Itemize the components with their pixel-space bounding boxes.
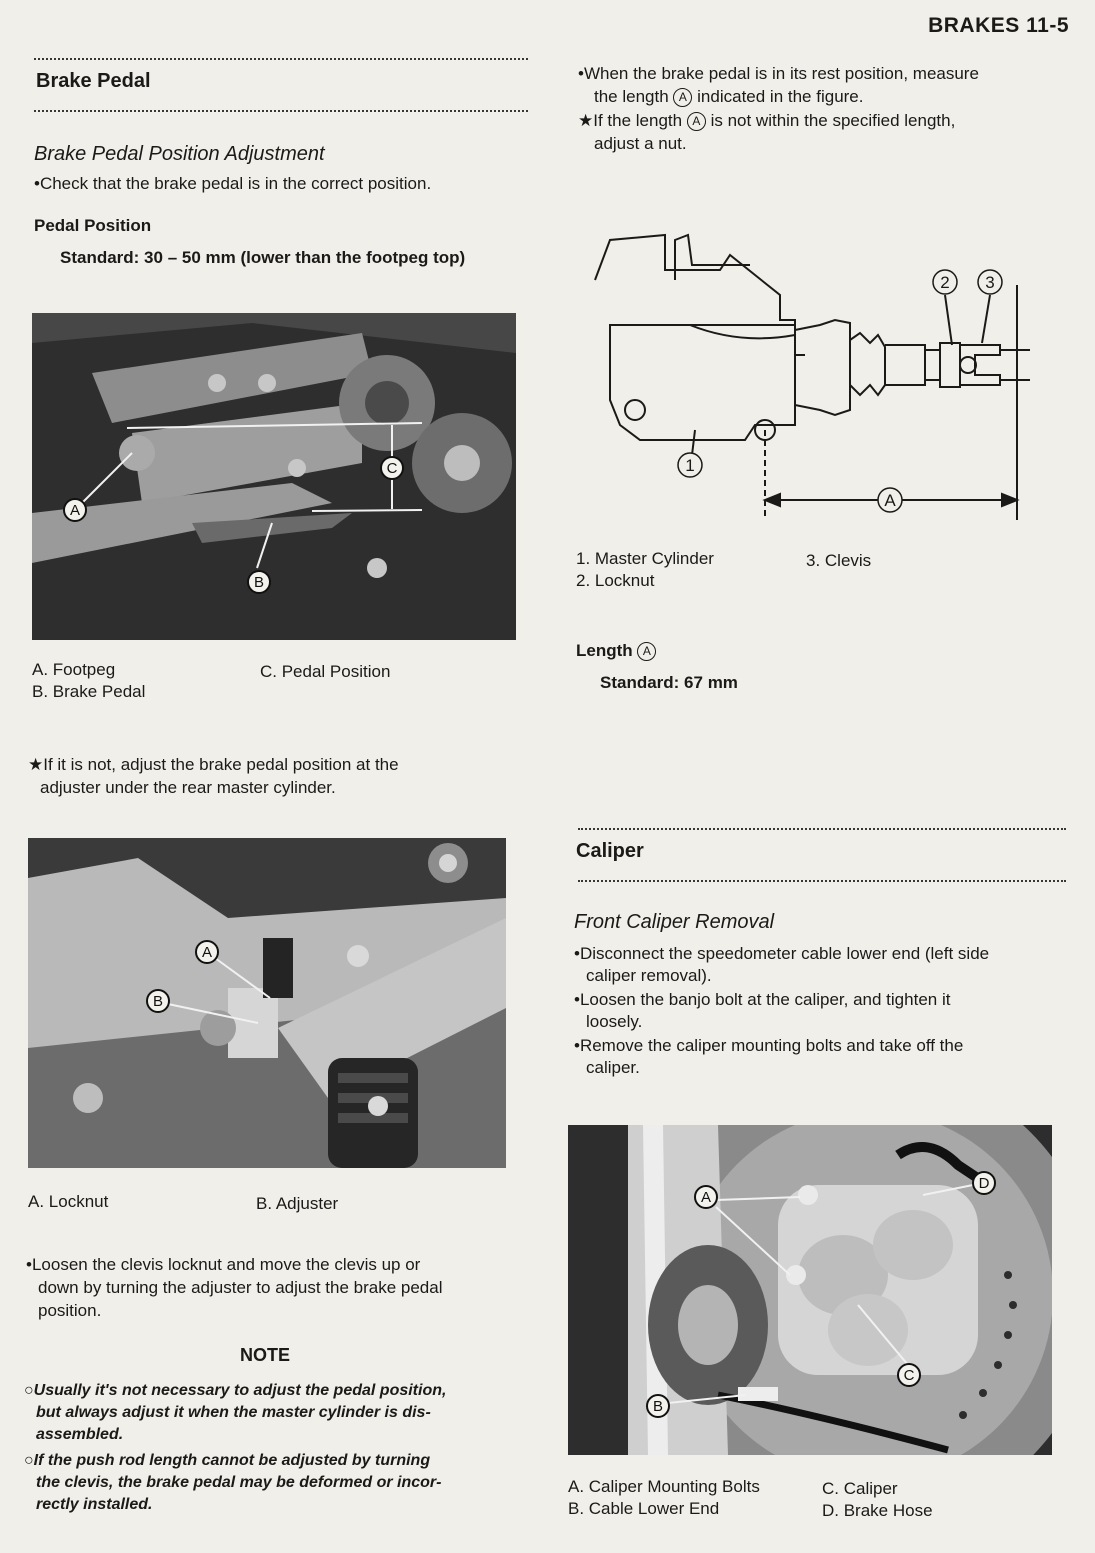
- rest-position-text-b: indicated in the figure.: [697, 87, 864, 106]
- note-1-line2: but always adjust it when the master cylinder is dis-: [36, 1404, 431, 1421]
- locknut-adjuster-photo-graphic: [28, 838, 506, 1168]
- divider: [34, 58, 528, 60]
- step-2-line1: •Loosen the banjo bolt at the caliper, and tighten it: [574, 990, 951, 1009]
- photo-brake-pedal-position: [32, 313, 516, 640]
- page-header: [928, 14, 1069, 38]
- callout-d-label: D: [978, 1175, 990, 1192]
- master-cylinder-diagram: [580, 225, 1050, 525]
- step-1-line2: caliper removal).: [586, 966, 712, 985]
- section-title-caliper: Caliper: [576, 840, 644, 862]
- length-line2: adjust a nut.: [594, 134, 687, 153]
- callout-c-label: C: [903, 1367, 915, 1384]
- note-heading: NOTE: [240, 1345, 291, 1365]
- legend-clevis: 3. Clevis: [806, 551, 872, 570]
- photo-locknut-adjuster: [28, 838, 506, 1168]
- caption-brake-pedal: B. Brake Pedal: [32, 682, 146, 701]
- callout-a-label: A: [700, 1189, 712, 1206]
- caption-adjuster: B. Adjuster: [256, 1194, 339, 1213]
- note-2-line3: rectly installed.: [36, 1496, 153, 1513]
- step-1-line1: •Disconnect the speedometer cable lower end (left side: [574, 944, 990, 963]
- diagram-number-2: 2: [940, 273, 950, 292]
- caption-pedal-position: C. Pedal Position: [260, 662, 391, 681]
- callout-c-label: C: [386, 460, 398, 477]
- length-text-b: is not within the specified length,: [710, 111, 956, 130]
- note-2-line1: ○If the push rod length cannot be adjusted by turning: [24, 1452, 431, 1469]
- caption-cable-lower-end: B. Cable Lower End: [568, 1499, 720, 1518]
- caption-footpeg: A. Footpeg: [32, 660, 116, 679]
- pedal-position-standard: Standard: 30 – 50 mm (lower than the footpeg top): [60, 248, 466, 267]
- rest-position-text-a: the length: [594, 87, 669, 106]
- header-section: BRAKES: [928, 14, 1020, 37]
- legend-locknut: 2. Locknut: [576, 571, 655, 590]
- rest-position-line2: [594, 85, 864, 108]
- circle-a-symbol: A: [687, 112, 706, 131]
- legend-master-cylinder: 1. Master Cylinder: [576, 549, 714, 568]
- length-line1: [578, 109, 955, 132]
- section-title-brake-pedal: Brake Pedal: [36, 70, 151, 92]
- subsection-title-pedal-position: Brake Pedal Position Adjustment: [34, 143, 325, 165]
- diagram-number-3: 3: [985, 273, 995, 292]
- length-text-a: ★If the length: [578, 111, 683, 130]
- divider: [578, 828, 1066, 830]
- divider: [578, 880, 1066, 882]
- diagram-number-1: 1: [685, 456, 695, 475]
- brake-pedal-photo-graphic: [32, 313, 516, 640]
- note-1-line3: assembled.: [36, 1426, 124, 1443]
- if-not-paragraph-line2: adjuster under the rear master cylinder.: [40, 778, 336, 797]
- caption-locknut: A. Locknut: [28, 1192, 109, 1211]
- rest-position-line1: •When the brake pedal is in its rest position, measure: [578, 64, 979, 83]
- note-1-line1: ○Usually it's not necessary to adjust the pedal position,: [24, 1382, 447, 1399]
- step-3-line2: caliper.: [586, 1058, 640, 1077]
- pedal-position-label: Pedal Position: [34, 216, 152, 235]
- loosen-paragraph-line2: down by turning the adjuster to adjust the brake pedal: [38, 1278, 443, 1297]
- subsection-title-front-caliper: Front Caliper Removal: [574, 911, 775, 933]
- divider: [34, 110, 528, 112]
- note-2-line2: the clevis, the brake pedal may be deformed or incor-: [36, 1474, 442, 1491]
- length-spec-label: [576, 641, 656, 661]
- caption-caliper: C. Caliper: [822, 1479, 898, 1498]
- check-paragraph: •Check that the brake pedal is in the correct position.: [34, 174, 432, 193]
- length-standard: Standard: 67 mm: [600, 673, 738, 692]
- callout-b-label: B: [253, 574, 265, 591]
- step-3-line1: •Remove the caliper mounting bolts and take off the: [574, 1036, 964, 1055]
- callout-b-label: B: [152, 993, 164, 1010]
- length-label: Length: [576, 641, 633, 660]
- diagram-dimension-label: A: [884, 491, 896, 510]
- circle-a-symbol: A: [673, 88, 692, 107]
- loosen-paragraph-line1: •Loosen the clevis locknut and move the clevis up or: [26, 1255, 421, 1274]
- circle-a-symbol: A: [637, 642, 656, 661]
- header-page-number: 11-5: [1026, 14, 1069, 37]
- callout-b-label: B: [652, 1398, 664, 1415]
- caption-caliper-mounting-bolts: A. Caliper Mounting Bolts: [568, 1477, 760, 1496]
- callout-a-label: A: [69, 502, 81, 519]
- photo-front-caliper: [568, 1125, 1052, 1455]
- loosen-paragraph-line3: position.: [38, 1301, 102, 1320]
- callout-a-label: A: [201, 944, 213, 961]
- front-caliper-photo-graphic: [568, 1125, 1052, 1455]
- step-2-line2: loosely.: [586, 1012, 643, 1031]
- caption-brake-hose: D. Brake Hose: [822, 1501, 933, 1520]
- if-not-paragraph-line1: ★If it is not, adjust the brake pedal position at the: [28, 755, 399, 774]
